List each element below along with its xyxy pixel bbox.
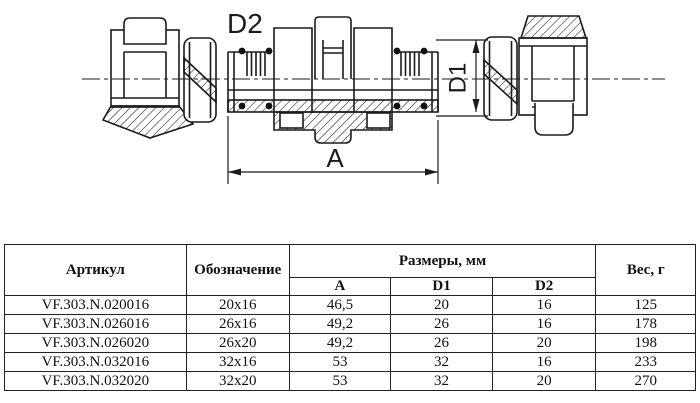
- dim-d2-cell: 20: [492, 334, 596, 353]
- dim-a-cell: 53: [289, 372, 391, 391]
- left-nut: [103, 18, 193, 138]
- dim-d1-cell: 20: [391, 296, 493, 315]
- table-row: [5, 372, 696, 391]
- dim-d2-cell: 20: [492, 372, 596, 391]
- dim-d2-cell: 16: [492, 296, 596, 315]
- header-dim-a: A: [289, 278, 391, 296]
- table-row: [5, 334, 696, 353]
- dim-a-cell: 46,5: [289, 296, 391, 315]
- table-row: [5, 315, 696, 334]
- header-dim-d2: D2: [492, 278, 596, 296]
- header-dim-d1: D1: [391, 278, 493, 296]
- left-ring: [184, 38, 216, 122]
- designation-cell: 20x16: [186, 296, 289, 315]
- weight-cell: 198: [596, 334, 696, 353]
- dim-d2-cell: 16: [492, 353, 596, 372]
- weight-cell: 233: [596, 353, 696, 372]
- dim-d1-cell: 32: [391, 372, 493, 391]
- article-cell: VF.303.N.020016: [5, 296, 187, 315]
- spec-table: [4, 244, 696, 391]
- designation-cell: 32x16: [186, 353, 289, 372]
- dim-label-d1: D1: [444, 62, 472, 94]
- article-cell: VF.303.N.032020: [5, 372, 187, 391]
- designation-cell: 26x16: [186, 315, 289, 334]
- dim-a-cell: 53: [289, 353, 391, 372]
- designation-cell: 26x20: [186, 334, 289, 353]
- table-row: [5, 353, 696, 372]
- dim-label-d2: D2: [227, 8, 263, 39]
- header-designation: Обозначение: [186, 245, 289, 296]
- article-cell: VF.303.N.026020: [5, 334, 187, 353]
- right-nut: [519, 16, 587, 135]
- article-cell: VF.303.N.026016: [5, 315, 187, 334]
- weight-cell: 270: [596, 372, 696, 391]
- dim-d2-cell: 16: [492, 315, 596, 334]
- designation-cell: 32x20: [186, 372, 289, 391]
- dim-label-a: A: [326, 143, 344, 173]
- article-cell: VF.303.N.032016: [5, 353, 187, 372]
- dim-d1-cell: 32: [391, 353, 493, 372]
- dim-d1-cell: 26: [391, 315, 493, 334]
- dim-a-cell: 49,2: [289, 315, 391, 334]
- header-weight: Вес, г: [596, 245, 696, 296]
- weight-cell: 125: [596, 296, 696, 315]
- header-article: Артикул: [5, 245, 187, 296]
- table-row: [5, 296, 696, 315]
- dim-d1-cell: 26: [391, 334, 493, 353]
- weight-cell: 178: [596, 315, 696, 334]
- dim-a-cell: 49,2: [289, 334, 391, 353]
- header-dimensions-group: Размеры, мм: [289, 245, 596, 278]
